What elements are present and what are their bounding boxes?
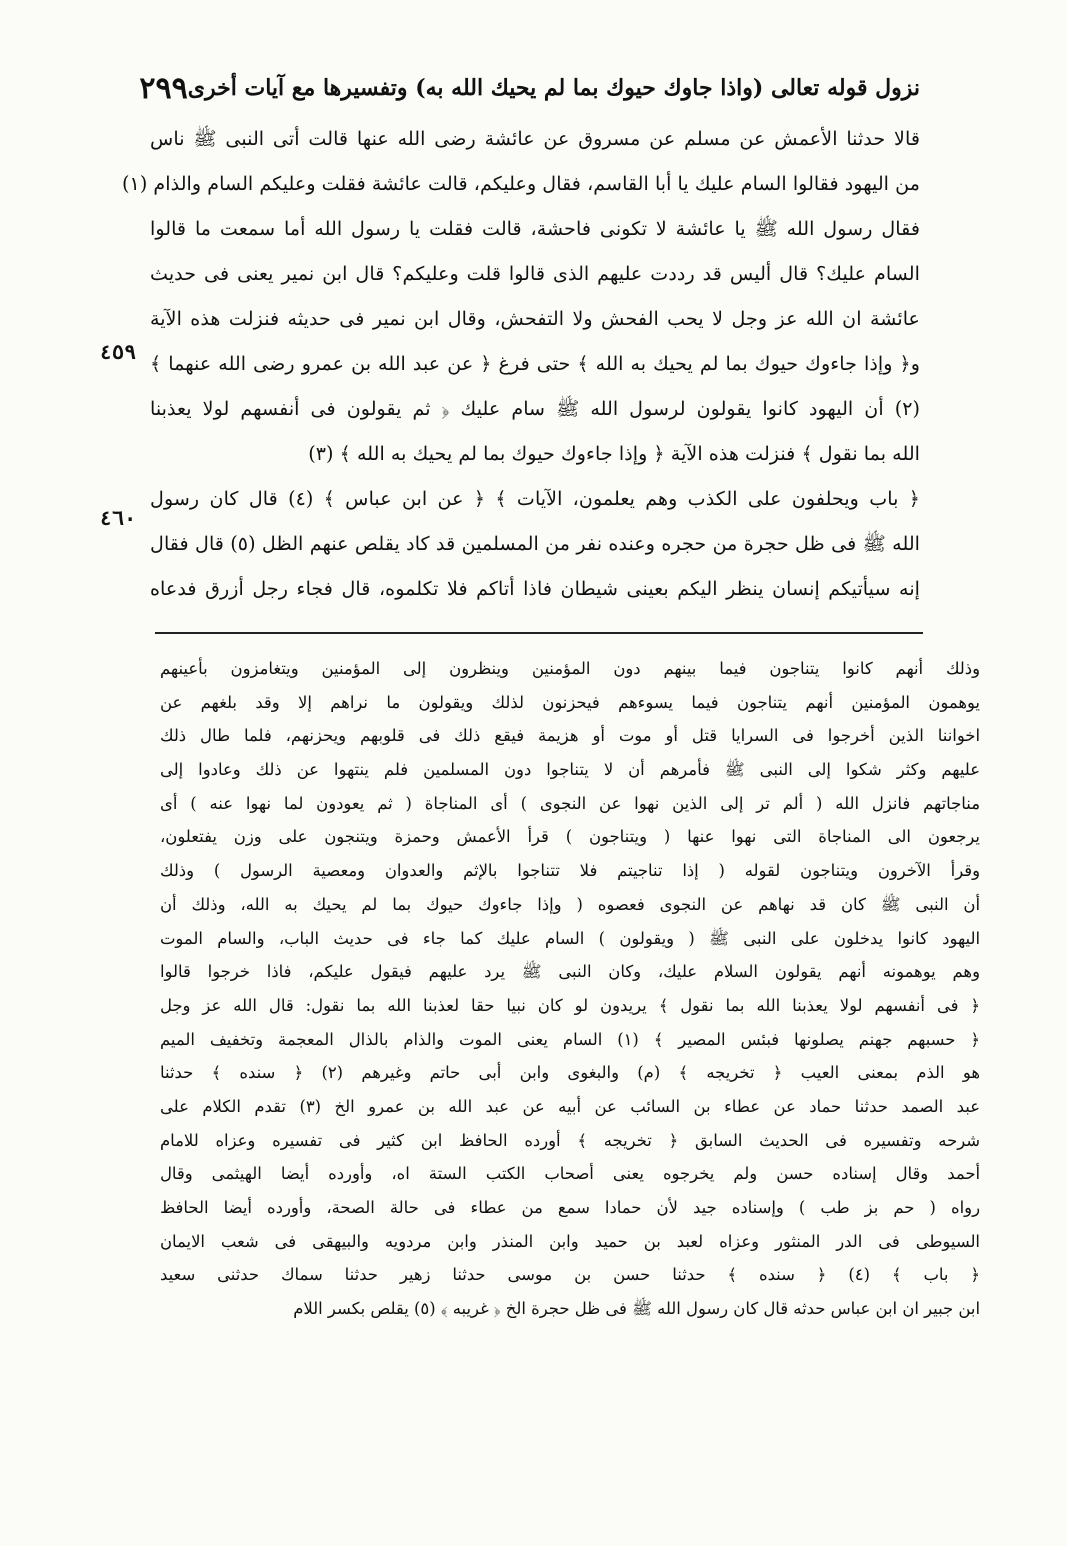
main-text [122, 116, 921, 611]
commentary-line: عبد الصمد حدثنا حماد عن عطاء بن السائب عن أبيه عن عبد الله بن عمرو الخ (٣) تقدم الكلام على [160, 1096, 980, 1116]
hadith-number: ٤٥٩ [100, 340, 137, 364]
main-line: و﴿ وإذا جاءوك حيوك بما لم يحيك به الله ﴾ حتى فرغ ﴿ عن عبد الله بن عمرو رضى الله عنهما ﴾ [150, 352, 920, 375]
main-line: السام عليك؟ قال أليس قد رددت عليهم الذى قالوا قلت وعليكم؟ قال ابن نمير يعنى فى حديث [150, 262, 920, 285]
commentary-line: أن النبى ﷺ كان قد نهاهم عن النجوى فعصوه ( وإذا جاءوك حيوك بما لم يحيك به الله، وذلك أن [160, 894, 980, 914]
commentary-line: اخواننا الذين أخرجوا فى السرايا قتل أو موت أو هزيمة فيقع ذلك فى قلوبهم ويحزنهم، فلما طال ذلك [160, 726, 980, 746]
commentary-line: مناجاتهم فانزل الله ( ألم تر إلى الذين نهوا عن النجوى ) أى المناجاة ( ثم يعودون لما نهوا عنه ) أى [160, 793, 980, 813]
commentary-line: عليهم وكثر شكوا إلى النبى ﷺ فأمرهم أن لا يتناجوا دون المسلمين فلم ينتهوا عن ذلك وعادوا إلى [160, 760, 980, 780]
page-number: ٢٩٩ [139, 70, 188, 106]
main-line: ﴿ باب ويحلفون على الكذب وهم يعلمون، الآيات ﴾ ﴿ عن ابن عباس ﴾ (٤) قال كان رسول [150, 487, 921, 510]
main-line: من اليهود فقالوا السام عليك يا أبا القاسم، فقال وعليكم، قالت عائشة فقلت وعليكم السام والذام (١) [122, 172, 920, 195]
commentary-text [160, 652, 980, 1326]
main-line: فقال رسول الله ﷺ يا عائشة لا تكونى فاحشة، قالت فقلت يا رسول الله أما سمعت ما قالوا [150, 217, 920, 240]
main-line: عائشة ان الله عز وجل لا يحب الفحش ولا التفحش، وقال ابن نمير فى حديثه فنزلت هذه الآية [150, 307, 920, 330]
hadith-number: ٤٦٠ [100, 506, 137, 530]
footnote-divider [155, 632, 923, 634]
commentary-line: ﴿ فى أنفسهم لولا يعذبنا الله بما نقول ﴾ يريدون لو كان نبيا حقا لعذبنا الله بما نقول: قال الله عز وجل [160, 995, 980, 1015]
commentary-line: السيوطى فى الدر المنثور وعزاه لعبد بن حميد وابن المنذر وابن مردويه والبيهقى فى شعب الايمان [160, 1231, 980, 1251]
commentary-line: وذلك أنهم كانوا يتناجون فيما بينهم دون المؤمنين وينظرون إلى المؤمنين ويتغامزون بأعينهم [160, 659, 980, 678]
commentary-line: اليهود كانوا يدخلون على النبى ﷺ ( ويقولون ) السام عليك كما جاء فى حديث الباب، والسام الموت [160, 928, 980, 948]
running-title: نزول قوله تعالى (واذا جاوك حيوك بما لم يحيك الله به) وتفسيرها مع آيات أخرى [187, 75, 920, 101]
commentary-line: وقرأ الآخرون ويتناجون لقوله ( إذا تناجيتم فلا تتناجوا بالإثم والعدوان ومعصية الرسول ) وذلك [160, 861, 980, 881]
commentary-line: ﴿ حسبهم جهنم يصلونها فبئس المصير ﴾ (١) السام يعنى الموت والذام بالذال المعجمة وتخفيف الميم [160, 1029, 980, 1049]
commentary-line: ﴿ باب ﴾ (٤) ﴿ سنده ﴾ حدثنا حسن بن موسى حدثنا زهير حدثنا سماك حدثنى سعيد [160, 1265, 980, 1285]
commentary-line: شرحه وتفسيره فى الحديث السابق ﴿ تخريجه ﴾ أورده الحافظ ابن كثير فى تفسيره وعزاه للامام [160, 1130, 980, 1150]
main-line: (٢) أن اليهود كانوا يقولون لرسول الله ﷺ سام عليك ﴿ ثم يقولون فى أنفسهم لولا يعذبنا [150, 397, 920, 420]
main-line: قالا حدثنا الأعمش عن مسلم عن مسروق عن عائشة رضى الله عنها قالت أتى النبى ﷺ ناس [150, 127, 920, 150]
main-line: إنه سيأتيكم إنسان ينظر اليكم بعينى شيطان فاذا أتاكم فلا تكلموه، قال فجاء رجل أزرق فدعاه [150, 577, 920, 600]
commentary-line: رواه ( حم بز طب ) وإسناده جيد لأن حمادا سمع من عطاء فى حالة الصحة، وأورده أيضا الحافظ [160, 1198, 980, 1217]
main-line: الله ﷺ فى ظل حجرة من حجره وعنده نفر من المسلمين قد كاد يقلص عنهم الظل (٥) قال فقال [150, 532, 920, 555]
main-line: الله بما نقول ﴾ فنزلت هذه الآية ﴿ وإذا جاءوك حيوك بما لم يحيك به الله ﴾ (٣) [308, 442, 920, 465]
commentary-line: أحمد وقال إسناده حسن ولم يخرجوه يعنى أصحاب الكتب الستة اه، وأورده أيضا الهيثمى وقال [160, 1164, 980, 1184]
commentary-line: ابن جبير ان ابن عباس حدثه قال كان رسول الله ﷺ فى ظل حجرة الخ ﴿ غريبه ﴾ (٥) يقلص بكسر اللام [293, 1299, 980, 1319]
commentary-line: هو الذم بمعنى العيب ﴿ تخريجه ﴾ (م) والبغوى وابن أبى حاتم وغيرهم (٢) ﴿ سنده ﴾ حدثنا [160, 1063, 980, 1083]
commentary-line: يوهمون المؤمنين أنهم يتناجون فيما يسوءهم فيحزنون لذلك ويقولون ما نراهم إلا وقد بلغهم عن [160, 692, 980, 712]
commentary-line: يرجعون الى المناجاة التى نهوا عنها ( ويتناجون ) قرأ الأعمش وحمزة ويتنجون على وزن يفتعلون، [160, 827, 980, 847]
commentary-line: وهم يوهمونه أنهم يقولون السلام عليك، وكان النبى ﷺ يرد عليهم فيقول عليكم، فاذا خرجوا قالوا [160, 962, 980, 982]
page-header [139, 62, 920, 114]
